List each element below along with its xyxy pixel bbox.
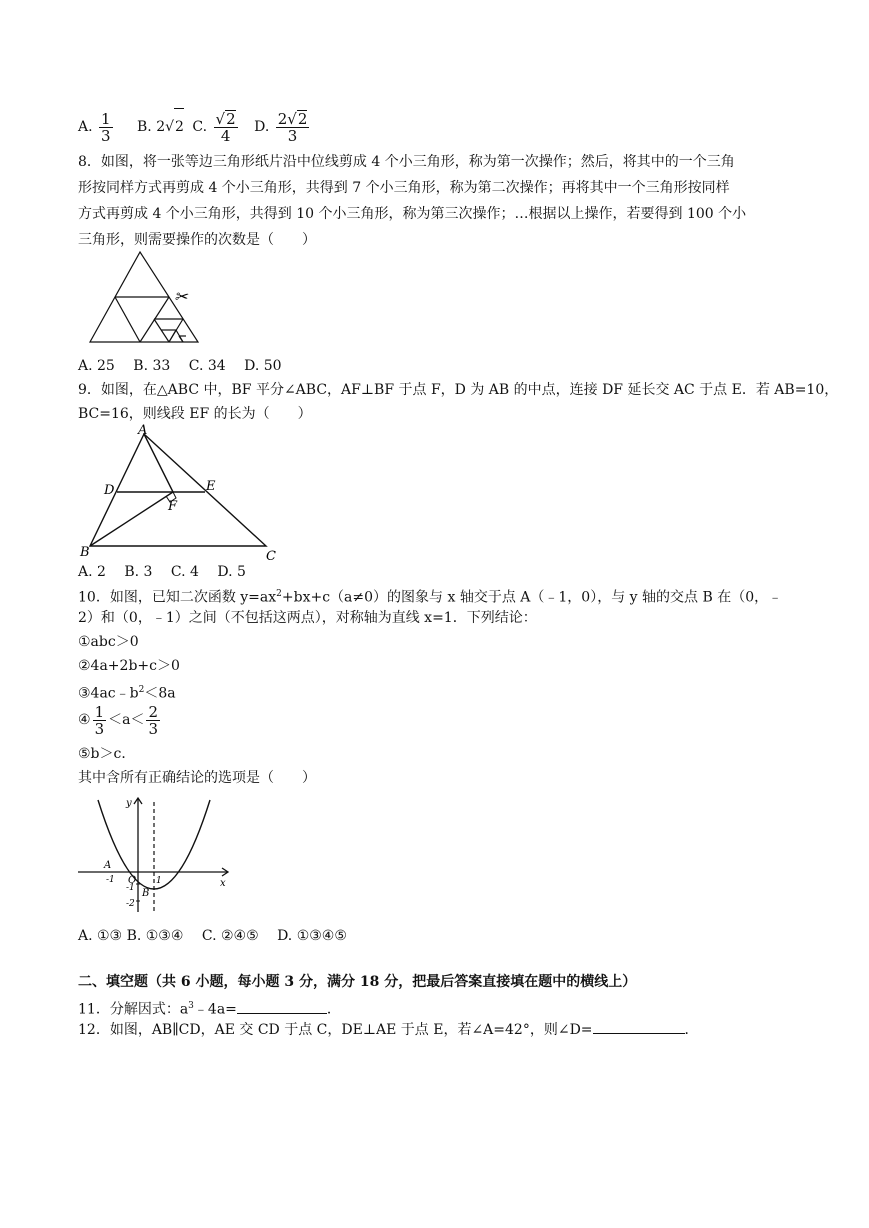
- q10-conclusion-1: ①abc＞0: [78, 634, 139, 650]
- q7-option-a: A. $\frac{1}{3}$: [78, 109, 111, 145]
- q8-text-line-4: 三角形，则需要操作的次数是（ ）: [78, 232, 316, 248]
- q9-options: A. 2 B. 3 C. 4 D. 5: [78, 564, 246, 580]
- q9-text-line-1: 9．如图，在△ABC 中，BF 平分∠ABC，AF⊥BF 于点 F，D 为 AB 的中点，连接 DF 延长交 AC 于点 E．若 AB=10，: [78, 382, 839, 398]
- q8-text-line-3: 方式再剪成 4 个小三角形，共得到 10 个小三角形，称为第三次操作；…根据以上操作，若要得到 100 个小: [78, 206, 747, 222]
- q10-parabola-graph: [76, 792, 236, 917]
- q10-conclusion-3: $③4ac﹣b^2<8a$: [78, 685, 176, 702]
- scissors-icon: ✂: [174, 287, 188, 306]
- q8-text-line-1: 8．如图，将一张等边三角形纸片沿中位线剪成 4 个小三角形，称为第一次操作；然后，将其中的一个三角: [78, 154, 735, 170]
- point-label-b: B: [80, 545, 90, 560]
- tick-label-1-x: 1: [156, 876, 162, 886]
- q8-triangle-figure: [88, 248, 218, 348]
- axis-label-y: y: [126, 798, 132, 809]
- q10-text-line-2: 2）和（0，﹣1）之间（不包括这两点），对称轴为直线 x=1．下列结论：: [78, 610, 537, 626]
- q10-conclusion-4: ④ $\frac{1}{3}$ ＜a＜ $\frac{2}{3}$: [78, 702, 159, 738]
- q11-text: 11．分解因式：$a^3﹣4a=$ ．: [78, 1001, 341, 1018]
- answer-blank[interactable]: [593, 1033, 685, 1034]
- fraction: $\frac{2}{3}$: [148, 702, 159, 738]
- q7-options: [78, 108, 311, 145]
- q9-text-line-2: BC=16，则线段 EF 的长为（ ）: [78, 406, 312, 422]
- point-label-e: E: [206, 479, 216, 494]
- q9-triangle-figure: [76, 422, 286, 562]
- q10-conclusion-2: ②4a+2b+c＞0: [78, 658, 180, 674]
- q7-option-c: C. $\frac{√2}{4}$: [192, 110, 236, 145]
- fraction: $\frac{1}{3}$: [94, 702, 105, 738]
- q8-options: A. 25 B. 33 C. 34 D. 50: [78, 358, 282, 374]
- point-label-c: C: [266, 549, 276, 564]
- q12-text: 12．如图，AB∥CD，AE 交 CD 于点 C，DE⊥AE 于点 E，若∠A=42°，则∠D= ．: [78, 1022, 699, 1038]
- point-label-b: B: [142, 888, 150, 899]
- fraction: $\frac{√2}{4}$: [215, 110, 236, 145]
- section-2-heading: 二、填空题（共 6 小题，每小题 3 分，满分 18 分，把最后答案直接填在题中的横线上）: [78, 974, 637, 990]
- axis-label-x: x: [220, 878, 226, 889]
- q10-question: 其中含所有正确结论的选项是（ ）: [78, 770, 316, 786]
- fraction: $\frac{2√2}{3}$: [277, 110, 308, 145]
- answer-blank[interactable]: [237, 1013, 327, 1014]
- point-label-a: A: [138, 423, 148, 438]
- tick-label-minus-1-x: -1: [106, 875, 115, 885]
- tick-label-minus-1-y: -1: [126, 883, 135, 893]
- q8-text-line-2: 形按同样方式再剪成 4 个小三角形，共得到 7 个小三角形，称为第二次操作；再将其中一个三角形按同样: [78, 180, 730, 196]
- q10-text-line-1: 10．如图，已知二次函数 $y=ax^2+bx+c(a\ne 0)$的图象与 x 轴交于点 A（﹣1，0），与 y 轴的交点 B 在（0，﹣: [78, 589, 783, 606]
- q10-conclusion-5: ⑤b＞c．: [78, 746, 136, 762]
- q10-options: A. ①③ B. ①③④ C. ②④⑤ D. ①③④⑤: [78, 928, 347, 944]
- point-label-a: A: [104, 860, 112, 871]
- fraction: $\frac{1}{3}$: [101, 109, 111, 145]
- q7-option-b: B. 2√2: [137, 108, 184, 145]
- origin-label: O: [128, 875, 137, 886]
- point-label-d: D: [104, 483, 115, 498]
- point-label-f: F: [168, 499, 178, 514]
- q7-option-d: D. $\frac{2√2}{3}$: [254, 110, 308, 145]
- tick-label-minus-2-y: -2: [126, 899, 135, 909]
